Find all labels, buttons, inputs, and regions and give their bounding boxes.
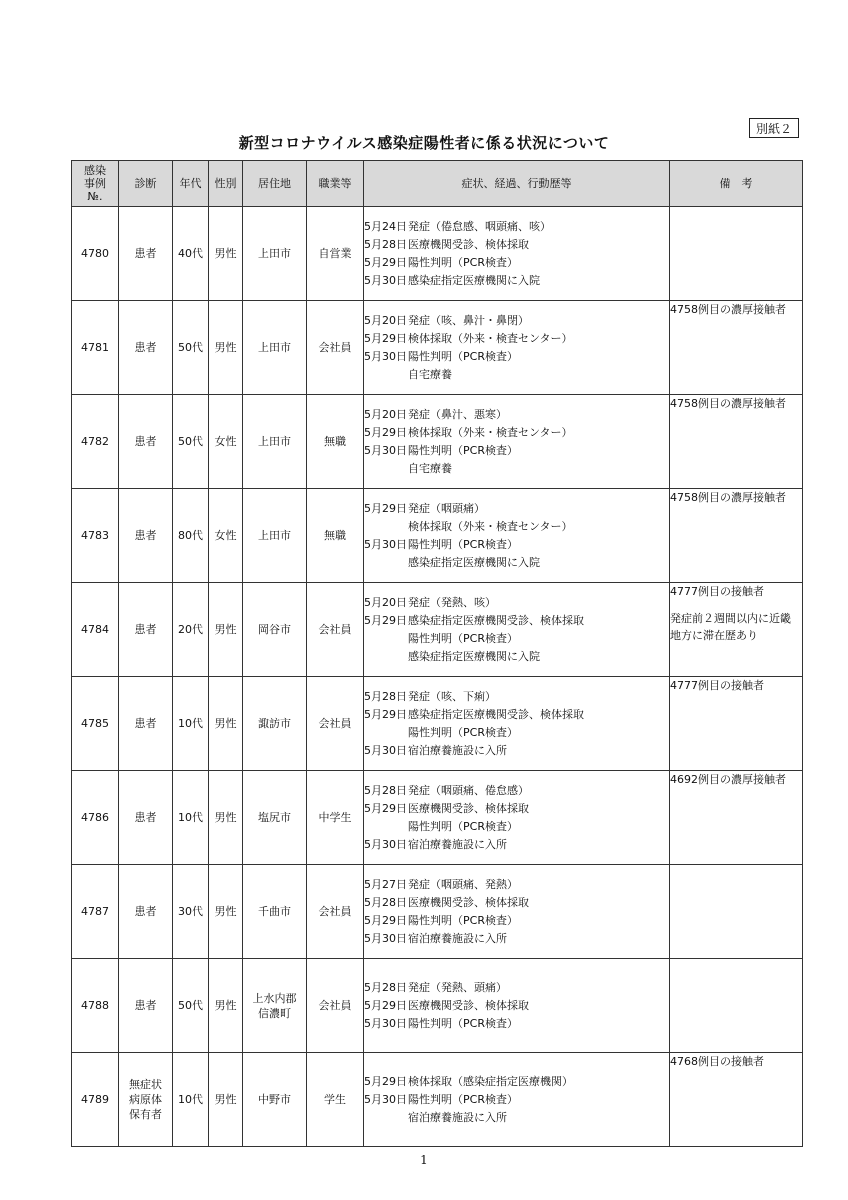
course-cell (364, 489, 670, 583)
header-diagnosis: 診断 (119, 161, 173, 207)
residence-line: 上田市 (258, 247, 291, 260)
course-line (364, 612, 669, 630)
course-date: 5月29日 (364, 255, 407, 269)
course-text: 発症（咳、鼻汁・鼻閉） (408, 313, 529, 327)
diagnosis-line: 無症状 (129, 1078, 162, 1091)
course-line (364, 782, 669, 800)
cases-table (71, 160, 803, 1147)
course-text: 陽性判明（PCR検査） (408, 1016, 518, 1030)
notes-line: 4777例目の接触者 (670, 585, 764, 598)
table-row (72, 207, 803, 301)
course-text: 宿泊療養施設に入所 (408, 1110, 507, 1124)
course-text: 陽性判明（PCR検査） (408, 913, 518, 927)
course-line (364, 272, 669, 290)
table-row (72, 583, 803, 677)
course-text: 陽性判明（PCR検査） (408, 1092, 518, 1106)
course-text: 医療機関受診、検体採取 (408, 998, 529, 1012)
age-cell: 50代 (173, 301, 209, 395)
course-date: 5月28日 (364, 895, 407, 909)
course-line (364, 818, 669, 836)
diagnosis-line: 病原体 (129, 1093, 162, 1106)
course-date: 5月30日 (364, 931, 407, 945)
course-text: 感染症指定医療機関受診、検体採取 (408, 613, 584, 627)
age-cell: 50代 (173, 395, 209, 489)
case-no-cell: 4789 (72, 1053, 119, 1147)
diagnosis-line: 保有者 (129, 1108, 162, 1121)
diagnosis-cell (119, 207, 173, 301)
sex-cell: 男性 (209, 771, 243, 865)
diagnosis-cell (119, 301, 173, 395)
occupation-cell: 学生 (307, 1053, 364, 1147)
case-no-cell: 4781 (72, 301, 119, 395)
course-line (364, 724, 669, 742)
diagnosis-cell (119, 1053, 173, 1147)
course-text: 発症（倦怠感、咽頭痛、咳） (408, 219, 551, 233)
course-line (364, 500, 669, 518)
table-row (72, 677, 803, 771)
occupation-cell: 中学生 (307, 771, 364, 865)
course-text: 陽性判明（PCR検査） (408, 537, 518, 551)
table-row (72, 1053, 803, 1147)
age-cell: 20代 (173, 583, 209, 677)
residence-line: 岡谷市 (258, 623, 291, 636)
course-text: 検体採取（外来・検査センター） (408, 331, 573, 345)
table-row (72, 865, 803, 959)
diagnosis-cell (119, 489, 173, 583)
course-line (364, 876, 669, 894)
course-date: 5月20日 (364, 407, 407, 421)
residence-line: 千曲市 (258, 905, 291, 918)
case-no-cell: 4786 (72, 771, 119, 865)
course-date: 5月29日 (364, 613, 407, 627)
course-text: 感染症指定医療機関受診、検体採取 (408, 707, 584, 721)
course-date: 5月24日 (364, 219, 407, 233)
table-row (72, 301, 803, 395)
notes-cell (670, 207, 803, 301)
course-line (364, 706, 669, 724)
course-line (364, 630, 669, 648)
sex-cell: 男性 (209, 959, 243, 1053)
occupation-cell: 会社員 (307, 583, 364, 677)
diagnosis-cell (119, 771, 173, 865)
course-line (364, 460, 669, 478)
case-no-cell: 4785 (72, 677, 119, 771)
course-text: 発症（咽頭痛、倦怠感） (408, 783, 529, 797)
course-date: 5月28日 (364, 689, 407, 703)
residence-cell (243, 1053, 307, 1147)
course-line (364, 1109, 669, 1127)
course-date: 5月30日 (364, 1016, 407, 1030)
course-line (364, 894, 669, 912)
table-row (72, 395, 803, 489)
header-sex: 性別 (209, 161, 243, 207)
course-line (364, 836, 669, 854)
course-text: 検体採取（外来・検査センター） (408, 519, 573, 533)
course-cell (364, 583, 670, 677)
course-text: 陽性判明（PCR検査） (408, 349, 518, 363)
diagnosis-line: 患者 (134, 905, 157, 918)
residence-cell (243, 395, 307, 489)
residence-cell (243, 301, 307, 395)
course-date: 5月29日 (364, 425, 407, 439)
header-occupation: 職業等 (307, 161, 364, 207)
course-line (364, 979, 669, 997)
course-date: 5月29日 (364, 707, 407, 721)
page-title: 新型コロナウイルス感染症陽性者に係る状況について (238, 134, 610, 152)
course-cell (364, 771, 670, 865)
residence-cell (243, 207, 307, 301)
course-date: 5月28日 (364, 783, 407, 797)
sex-cell: 男性 (209, 301, 243, 395)
notes-cell (670, 1053, 803, 1147)
notes-line: 4777例目の接触者 (670, 679, 764, 692)
course-text: 感染症指定医療機関に入院 (408, 555, 540, 569)
residence-cell (243, 583, 307, 677)
course-date: 5月28日 (364, 237, 407, 251)
course-text: 陽性判明（PCR検査） (408, 255, 518, 269)
table-header-row (72, 161, 803, 207)
notes-line: 4758例目の濃厚接触者 (670, 491, 786, 504)
course-date: 5月30日 (364, 1092, 407, 1106)
case-no-cell: 4783 (72, 489, 119, 583)
residence-line: 中野市 (258, 1093, 291, 1106)
course-text: 自宅療養 (408, 367, 452, 381)
course-cell (364, 207, 670, 301)
diagnosis-cell (119, 583, 173, 677)
course-cell (364, 959, 670, 1053)
course-cell (364, 865, 670, 959)
age-cell: 10代 (173, 1053, 209, 1147)
age-cell: 80代 (173, 489, 209, 583)
course-line (364, 594, 669, 612)
header-residence: 居住地 (243, 161, 307, 207)
course-text: 発症（発熱、頭痛） (408, 980, 507, 994)
occupation-cell: 会社員 (307, 301, 364, 395)
notes-line: 4692例目の濃厚接触者 (670, 773, 786, 786)
course-date: 5月30日 (364, 443, 407, 457)
course-line (364, 648, 669, 666)
course-date: 5月29日 (364, 331, 407, 345)
residence-cell (243, 677, 307, 771)
course-text: 発症（咳、下痢） (408, 689, 496, 703)
course-text: 発症（鼻汁、悪寒） (408, 407, 507, 421)
course-text: 発症（発熱、咳） (408, 595, 496, 609)
residence-cell (243, 489, 307, 583)
course-line (364, 312, 669, 330)
diagnosis-line: 患者 (134, 341, 157, 354)
course-line (364, 424, 669, 442)
sex-cell: 男性 (209, 677, 243, 771)
notes-line: 地方に滞在歴あり (670, 629, 758, 642)
sex-cell: 女性 (209, 395, 243, 489)
residence-line: 塩尻市 (258, 811, 291, 824)
course-date: 5月28日 (364, 980, 407, 994)
sex-cell: 男性 (209, 865, 243, 959)
course-date: 5月29日 (364, 801, 407, 815)
notes-line: 4758例目の濃厚接触者 (670, 303, 786, 316)
notes-cell (670, 489, 803, 583)
sex-cell: 男性 (209, 583, 243, 677)
sex-cell: 男性 (209, 207, 243, 301)
notes-cell (670, 677, 803, 771)
course-text: 検体採取（外来・検査センター） (408, 425, 573, 439)
course-text: 医療機関受診、検体採取 (408, 895, 529, 909)
notes-cell (670, 301, 803, 395)
course-date: 5月30日 (364, 743, 407, 757)
case-no-cell: 4784 (72, 583, 119, 677)
case-no-cell: 4780 (72, 207, 119, 301)
course-line (364, 366, 669, 384)
occupation-cell: 無職 (307, 395, 364, 489)
course-date: 5月29日 (364, 998, 407, 1012)
residence-line: 上田市 (258, 341, 291, 354)
course-line (364, 442, 669, 460)
diagnosis-line: 患者 (134, 717, 157, 730)
diagnosis-line: 患者 (134, 623, 157, 636)
course-text: 宿泊療養施設に入所 (408, 743, 507, 757)
course-date: 5月29日 (364, 1074, 407, 1088)
age-cell: 10代 (173, 677, 209, 771)
diagnosis-cell (119, 959, 173, 1053)
case-no-cell: 4788 (72, 959, 119, 1053)
diagnosis-cell (119, 677, 173, 771)
sex-cell: 男性 (209, 1053, 243, 1147)
table-row (72, 771, 803, 865)
course-date: 5月30日 (364, 837, 407, 851)
case-no-cell: 4782 (72, 395, 119, 489)
course-text: 陽性判明（PCR検査） (408, 443, 518, 457)
header-notes: 備 考 (670, 161, 803, 207)
residence-line: 上田市 (258, 529, 291, 542)
course-text: 宿泊療養施設に入所 (408, 837, 507, 851)
course-cell (364, 677, 670, 771)
course-text: 宿泊療養施設に入所 (408, 931, 507, 945)
occupation-cell: 会社員 (307, 959, 364, 1053)
course-text: 陽性判明（PCR検査） (408, 631, 518, 645)
occupation-cell: 自営業 (307, 207, 364, 301)
course-text: 医療機関受診、検体採取 (408, 801, 529, 815)
notes-spacer (670, 600, 802, 610)
residence-cell (243, 865, 307, 959)
age-cell: 10代 (173, 771, 209, 865)
diagnosis-line: 患者 (134, 811, 157, 824)
course-line (364, 218, 669, 236)
course-text: 医療機関受診、検体採取 (408, 237, 529, 251)
notes-cell (670, 865, 803, 959)
sex-cell: 女性 (209, 489, 243, 583)
age-cell: 50代 (173, 959, 209, 1053)
course-line (364, 1073, 669, 1091)
residence-line: 上田市 (258, 435, 291, 448)
diagnosis-line: 患者 (134, 529, 157, 542)
age-cell: 30代 (173, 865, 209, 959)
course-line (364, 518, 669, 536)
residence-line: 上水内郡 (252, 991, 297, 1005)
course-date: 5月30日 (364, 537, 407, 551)
course-text: 自宅療養 (408, 461, 452, 475)
course-date: 5月30日 (364, 273, 407, 287)
course-line (364, 742, 669, 760)
course-cell (364, 1053, 670, 1147)
course-text: 発症（咽頭痛、発熱） (408, 877, 518, 891)
diagnosis-line: 患者 (134, 247, 157, 260)
residence-line: 諏訪市 (258, 717, 291, 730)
occupation-cell: 会社員 (307, 865, 364, 959)
course-line (364, 1091, 669, 1109)
course-line (364, 997, 669, 1015)
table-row (72, 489, 803, 583)
course-date: 5月29日 (364, 501, 407, 515)
residence-line: 信濃町 (258, 1006, 291, 1020)
notes-line: 発症前２週間以内に近畿 (670, 612, 791, 625)
course-text: 陽性判明（PCR検査） (408, 725, 518, 739)
table-row (72, 959, 803, 1053)
course-line (364, 348, 669, 366)
residence-cell (243, 959, 307, 1053)
age-cell: 40代 (173, 207, 209, 301)
course-line (364, 406, 669, 424)
attachment-label: 別紙２ (749, 118, 799, 138)
course-date: 5月29日 (364, 913, 407, 927)
notes-cell (670, 959, 803, 1053)
course-text: 検体採取（感染症指定医療機関） (408, 1074, 573, 1088)
notes-cell (670, 395, 803, 489)
course-text: 発症（咽頭痛） (408, 501, 485, 515)
course-cell (364, 301, 670, 395)
course-cell (364, 395, 670, 489)
course-date: 5月30日 (364, 349, 407, 363)
occupation-cell: 会社員 (307, 677, 364, 771)
course-line (364, 254, 669, 272)
course-line (364, 912, 669, 930)
course-line (364, 688, 669, 706)
occupation-cell: 無職 (307, 489, 364, 583)
notes-cell (670, 583, 803, 677)
residence-cell (243, 771, 307, 865)
course-text: 陽性判明（PCR検査） (408, 819, 518, 833)
course-line (364, 930, 669, 948)
course-line (364, 1015, 669, 1033)
header-case-no: 感染 事例 №. (72, 161, 119, 207)
case-no-cell: 4787 (72, 865, 119, 959)
header-age: 年代 (173, 161, 209, 207)
page-number: 1 (420, 1153, 428, 1167)
diagnosis-cell (119, 865, 173, 959)
header-course: 症状、経過、行動歴等 (364, 161, 670, 207)
diagnosis-line: 患者 (134, 435, 157, 448)
course-text: 感染症指定医療機関に入院 (408, 273, 540, 287)
course-date: 5月20日 (364, 595, 407, 609)
notes-line: 4758例目の濃厚接触者 (670, 397, 786, 410)
diagnosis-cell (119, 395, 173, 489)
notes-line: 4768例目の接触者 (670, 1055, 764, 1068)
course-line (364, 236, 669, 254)
course-date: 5月20日 (364, 313, 407, 327)
course-line (364, 536, 669, 554)
notes-cell (670, 771, 803, 865)
course-text: 感染症指定医療機関に入院 (408, 649, 540, 663)
course-date: 5月27日 (364, 877, 407, 891)
course-line (364, 800, 669, 818)
diagnosis-line: 患者 (134, 999, 157, 1012)
course-line (364, 330, 669, 348)
course-line (364, 554, 669, 572)
